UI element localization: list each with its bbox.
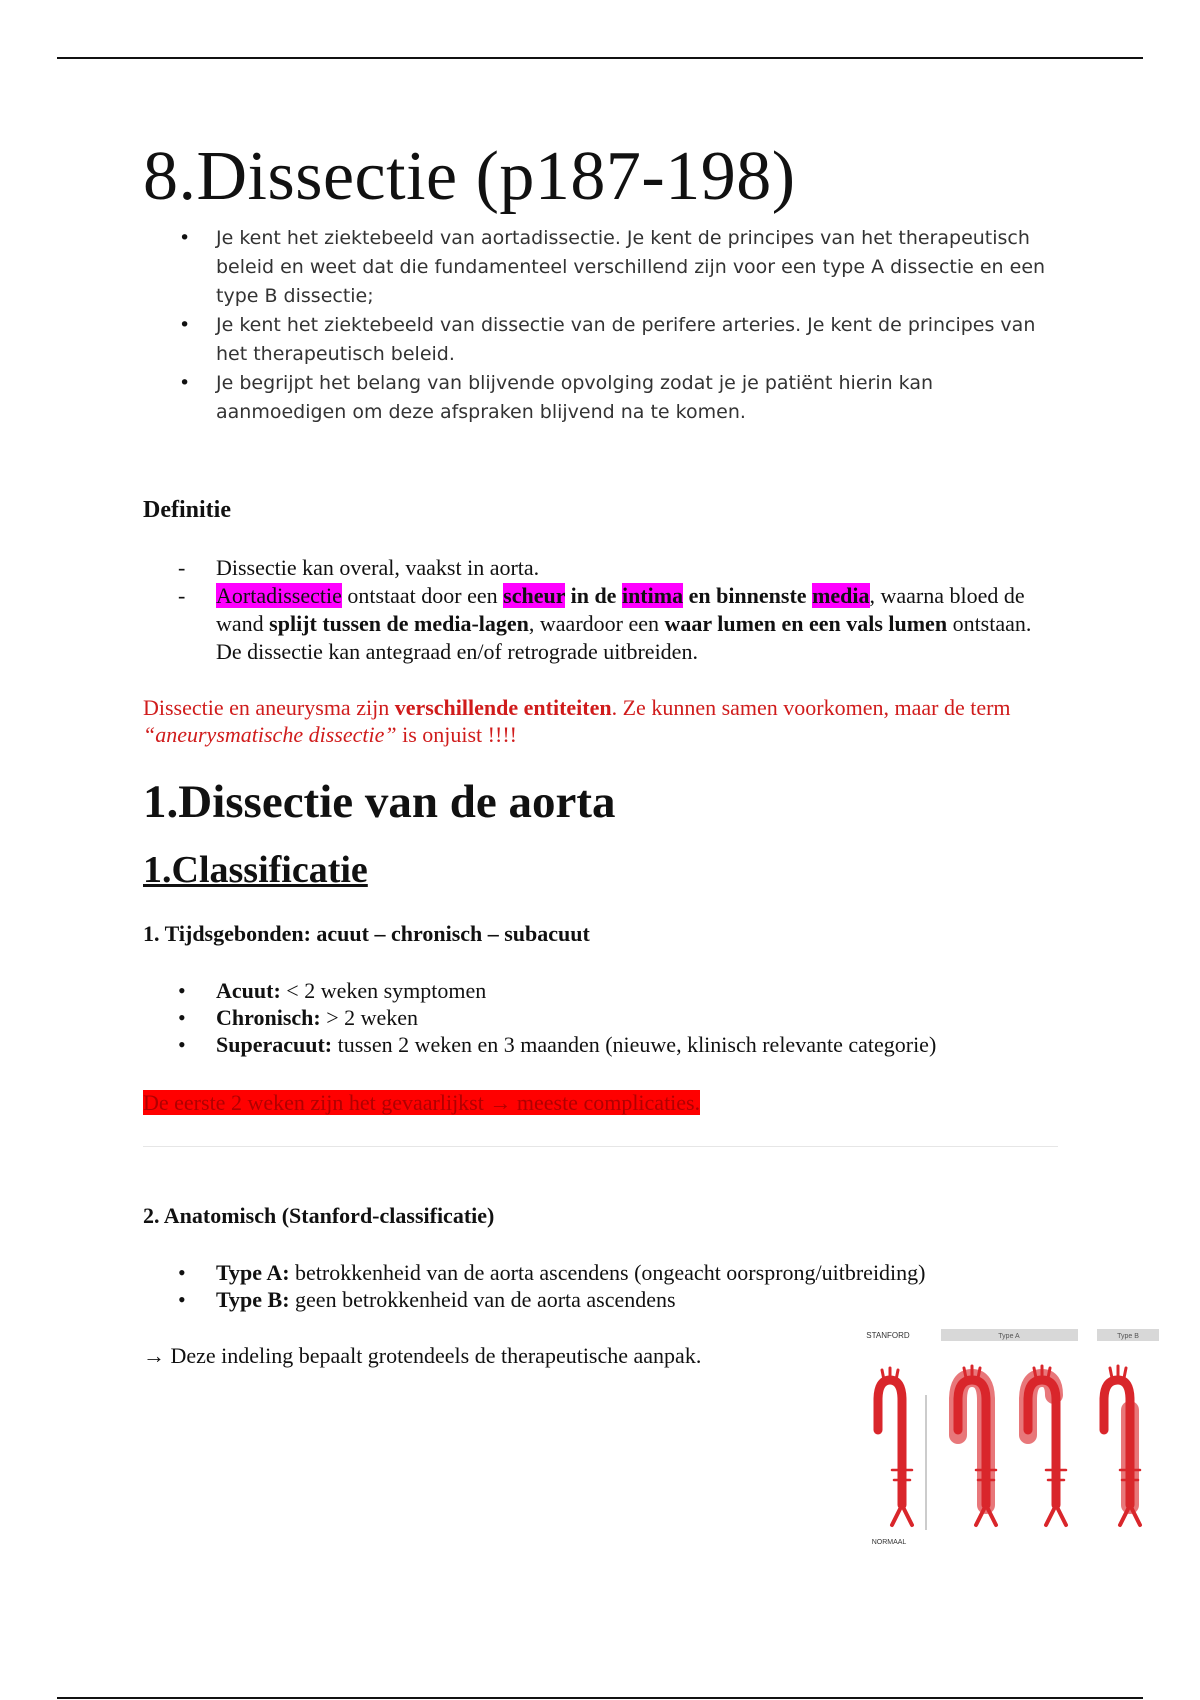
item-label: Acuut: [216, 978, 281, 1004]
list-item [143, 977, 1058, 1004]
tijd-list [143, 977, 1058, 1058]
aorta-type-a-1 [958, 1366, 996, 1525]
bottom-rule [57, 1697, 1143, 1699]
text-run: is onjuist !!!! [396, 721, 517, 747]
tijd-heading: 1. Tijdsgebonden: acuut – chronisch – subacuut [143, 921, 590, 947]
bold-run: en binnenste [683, 582, 813, 608]
objective-item: • Je begrijpt het belang van blijvende opvolging zodat je je patiënt hierin kan aanmoedigen om deze afspraken blijvend na te komen. [143, 369, 1058, 427]
bold-run: verschillende entiteiten [394, 694, 612, 720]
objective-item: • Je kent het ziektebeeld van aortadissectie. Je kent de principes van het therapeutisch beleid en weet dat die fundamenteel verschillend zijn voor een type A dissectie en een type B dissectie; [143, 224, 1058, 311]
list-item [143, 1004, 1058, 1031]
anatomisch-heading: 2. Anatomisch (Stanford-classificatie) [143, 1203, 495, 1229]
definitie-item: - Dissectie kan overal, vaakst in aorta. [143, 554, 1058, 582]
list-item [143, 1286, 1058, 1313]
alert-note [143, 1090, 1058, 1116]
highlight-media: media [812, 582, 870, 608]
objective-item: • Je kent het ziektebeeld van dissectie van de perifere arteries. Je kent de principes van het therapeutisch beleid. [143, 311, 1058, 369]
text-run: ontstaan. De dissectie kan antegraad en/of retrograde uitbreiden. [216, 610, 1032, 664]
item-label: Chronisch: [216, 1005, 321, 1031]
page-title: 8.Dissectie (p187-198) [143, 138, 796, 215]
divider [143, 1146, 1058, 1147]
highlight-aortadissectie: Aortadissectie [216, 582, 342, 608]
text-run: Dissectie en aneurysma zijn [143, 694, 395, 720]
definitie-heading: Definitie [143, 496, 231, 523]
aorta-type-b [1104, 1366, 1140, 1525]
italic-run: “aneurysmatische dissectie” [143, 721, 397, 747]
text-run: . Ze kunnen samen voorkomen, maar de term [611, 694, 1011, 720]
bold-run: in de [565, 582, 622, 608]
list-item [143, 1259, 1058, 1286]
bold-run: waar lumen en een vals lumen [664, 610, 948, 636]
section-heading: 1.Dissectie van de aorta [143, 775, 616, 828]
warning-note [143, 694, 1058, 748]
normaal-label: NORMAAL [871, 1539, 907, 1546]
therapy-note: → Deze indeling bepaalt grotendeels de therapeutische aanpak. [143, 1343, 702, 1369]
highlight-intima: intima [621, 582, 684, 608]
definitie-list [143, 554, 1058, 666]
stanford-label: STANFORD [866, 1331, 910, 1340]
aorta-normaal [878, 1368, 912, 1525]
top-rule [57, 57, 1143, 59]
document-page [143, 140, 1058, 1369]
stanford-diagram [848, 1320, 1163, 1552]
text-run: , waardoor een [528, 610, 665, 636]
aorta-type-a-2 [1028, 1366, 1066, 1525]
item-text: geen betrokkenheid van de aorta ascendens [289, 1287, 676, 1313]
bold-run: splijt tussen de media-lagen [269, 610, 529, 636]
type-b-label: Type B [1117, 1333, 1139, 1340]
type-a-label: Type A [998, 1333, 1020, 1340]
item-label: Type A: [216, 1260, 290, 1286]
item-label: Superacuut: [216, 1032, 333, 1058]
list-item [143, 1031, 1058, 1058]
text-run: ontstaat door een [341, 582, 504, 608]
item-text: tussen 2 weken en 3 maanden (nieuwe, klinisch relevante categorie) [332, 1032, 937, 1058]
item-label: Type B: [216, 1287, 290, 1313]
item-text: < 2 weken symptomen [280, 978, 487, 1004]
anatomisch-list [143, 1259, 1058, 1313]
learning-objectives [143, 224, 1058, 427]
item-text: betrokkenheid van de aorta ascendens (ongeacht oorsprong/uitbreiding) [289, 1260, 926, 1286]
highlight-scheur: scheur [503, 582, 566, 608]
subsection-heading: 1.Classificatie [143, 848, 368, 891]
stanford-figure [848, 1320, 1163, 1552]
item-text: > 2 weken [320, 1005, 419, 1031]
definitie-item [143, 582, 1058, 666]
text-run: , waarna bloed de wand [216, 582, 1025, 636]
alert-highlight: De eerste 2 weken zijn het gevaarlijkst → meeste complicaties. [143, 1090, 701, 1116]
